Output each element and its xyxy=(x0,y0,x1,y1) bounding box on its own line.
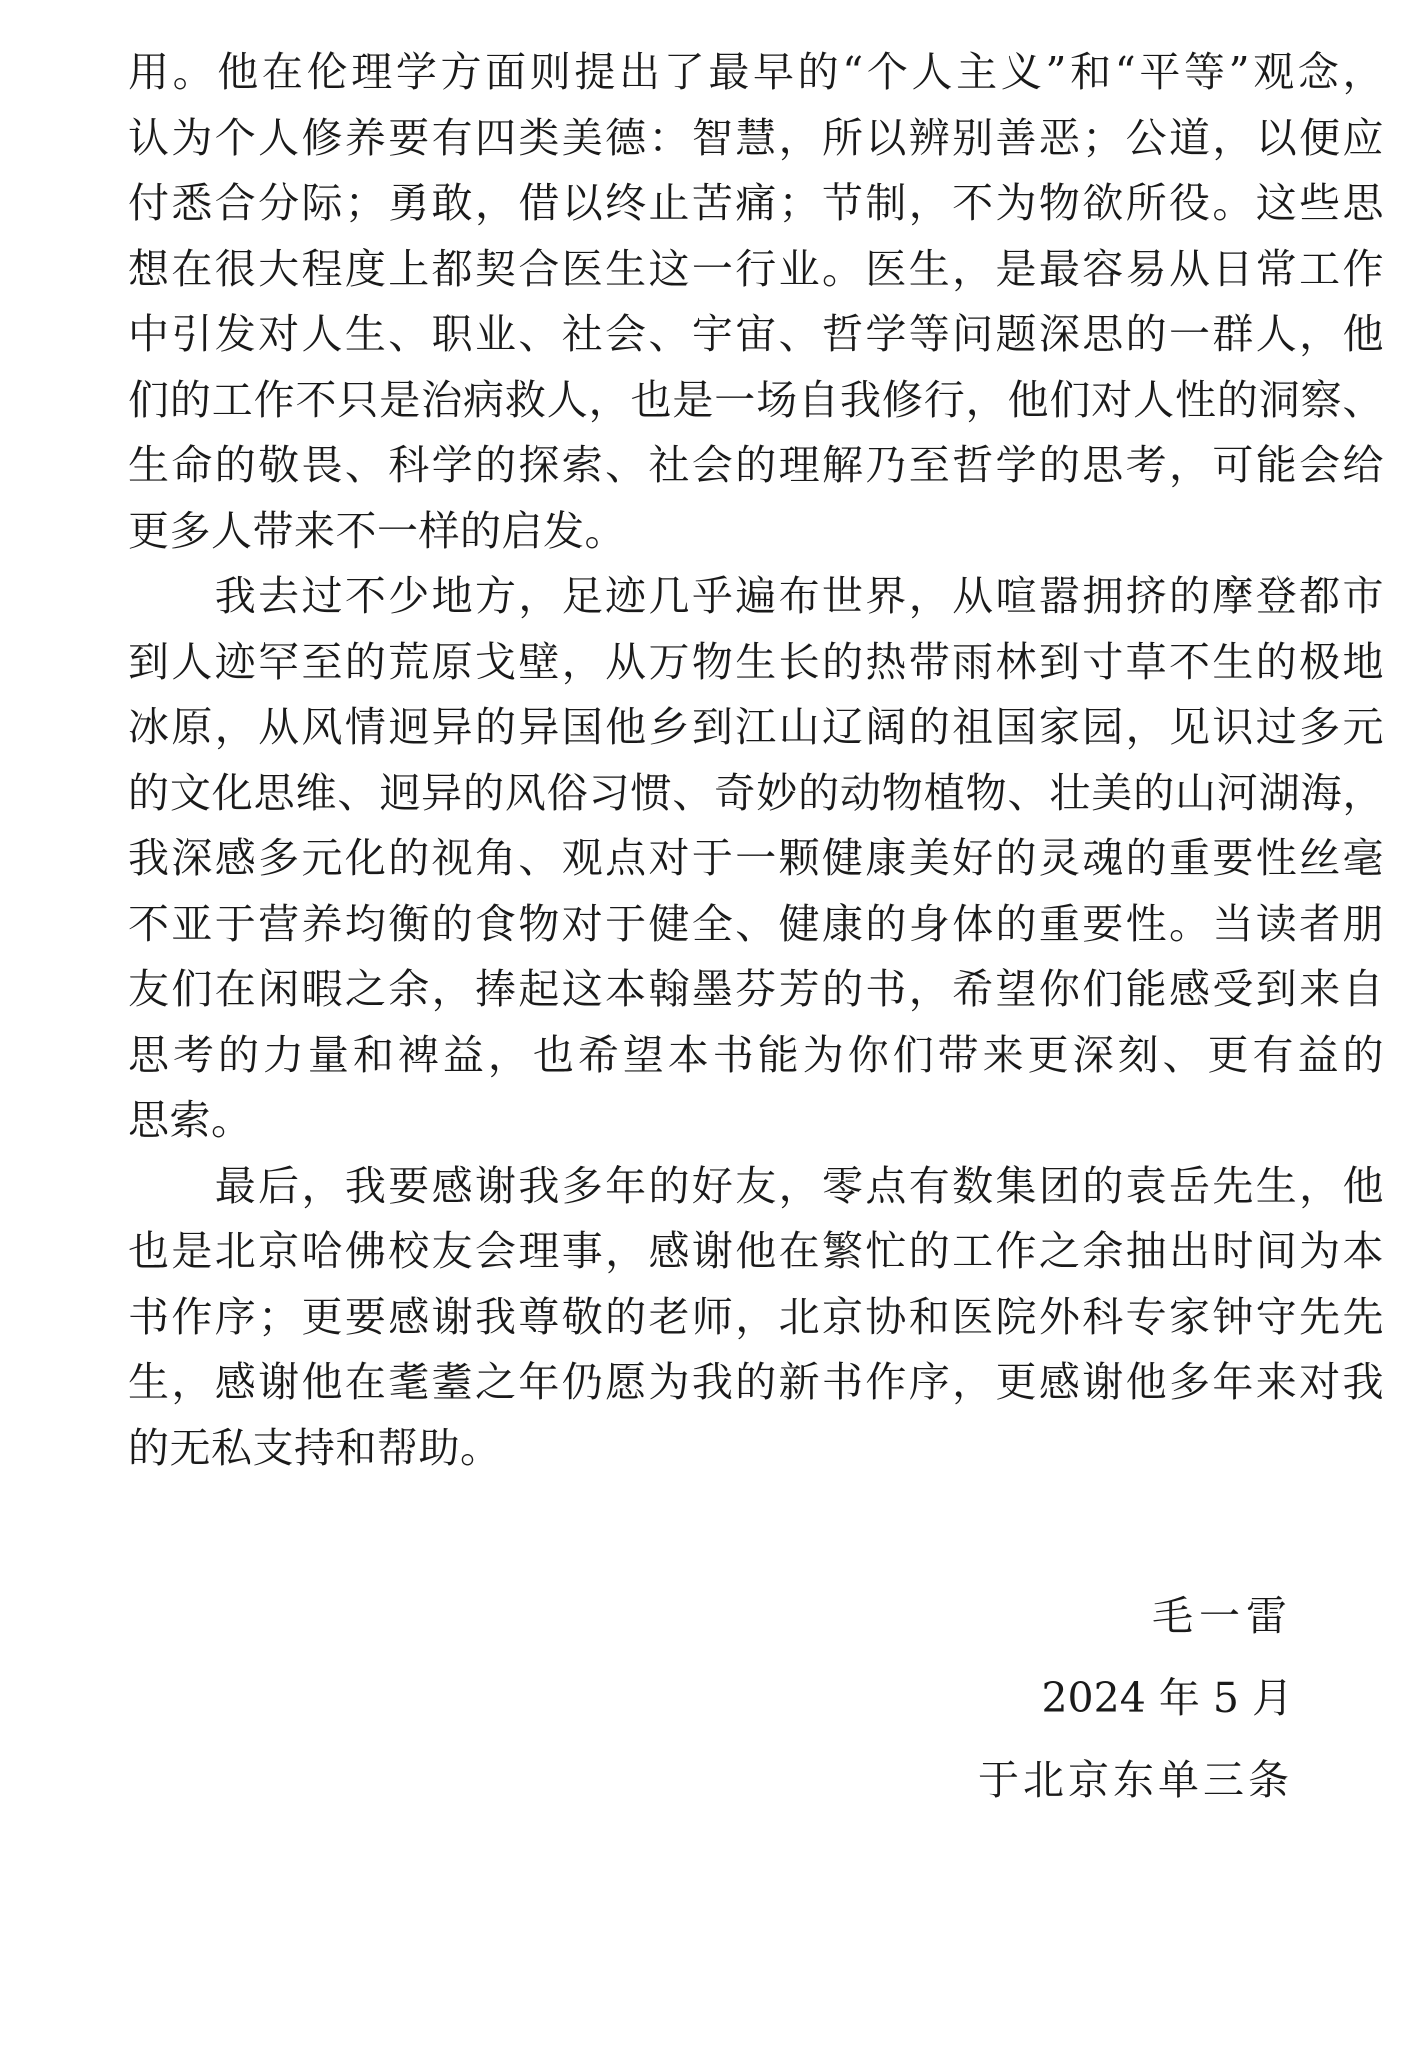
text-line: 到人迹罕至的荒原戈壁，从万物生长的热带雨林到寸草不生的极地 xyxy=(128,637,1384,686)
text-line: 思索。 xyxy=(128,1096,253,1144)
text-line: 认为个人修养要有四类美德：智慧，所以辨别善恶；公道，以便应 xyxy=(128,113,1384,162)
text-line: 们的工作不只是治病救人，也是一场自我修行，他们对人性的洞察、 xyxy=(128,375,1384,424)
paragraph-1 xyxy=(128,40,1384,564)
text-line: 思考的力量和裨益，也希望本书能为你们带来更深刻、更有益的 xyxy=(128,1030,1384,1079)
author-name: 毛一雷 xyxy=(1152,1592,1293,1640)
text-line: 的文化思维、迥异的风俗习惯、奇妙的动物植物、壮美的山河湖海， xyxy=(128,768,1384,817)
text-line: 生，感谢他在耄耋之年仍愿为我的新书作序，更感谢他多年来对我 xyxy=(128,1358,1384,1406)
paragraph-2 xyxy=(128,564,1384,1154)
text-line: 更多人带来不一样的启发。 xyxy=(128,506,626,555)
text-line: 生命的敬畏、科学的探索、社会的理解乃至哲学的思考，可能会给 xyxy=(128,441,1384,489)
text-line: 付悉合分际；勇敢，借以终止苦痛；节制，不为物欲所役。这些思 xyxy=(128,179,1384,227)
signature-date: 2024 年 5 月 xyxy=(1041,1674,1293,1722)
signature-block xyxy=(978,1575,1293,1821)
text-line: 友们在闲暇之余，捧起这本翰墨芬芳的书，希望你们能感受到来自 xyxy=(128,965,1384,1013)
text-line: 我去过不少地方，足迹几乎遍布世界，从喧嚣拥挤的摩登都市 xyxy=(128,572,1384,620)
text-line: 想在很大程度上都契合医生这一行业。医生，是最容易从日常工作 xyxy=(128,244,1384,293)
signature-place: 于北京东单三条 xyxy=(978,1756,1293,1804)
text-line: 最后，我要感谢我多年的好友，零点有数集团的袁岳先生，他 xyxy=(128,1161,1384,1210)
text-line: 书作序；更要感谢我尊敬的老师，北京协和医院外科专家钟守先先 xyxy=(128,1292,1384,1341)
text-line: 我深感多元化的视角、观点对于一颗健康美好的灵魂的重要性丝毫 xyxy=(128,834,1384,882)
text-line: 也是北京哈佛校友会理事，感谢他在繁忙的工作之余抽出时间为本 xyxy=(128,1227,1384,1275)
text-line: 不亚于营养均衡的食物对于健全、健康的身体的重要性。当读者朋 xyxy=(128,899,1384,948)
text-line: 用。他在伦理学方面则提出了最早的“个人主义”和“平等”观念， xyxy=(128,48,1384,96)
text-line: 的无私支持和帮助。 xyxy=(128,1423,502,1472)
text-line: 中引发对人生、职业、社会、宇宙、哲学等问题深思的一群人，他 xyxy=(128,310,1384,358)
body-text xyxy=(128,40,1384,1481)
text-line: 冰原，从风情迥异的异国他乡到江山辽阔的祖国家园，见识过多元 xyxy=(128,703,1384,751)
paragraph-3 xyxy=(128,1154,1384,1482)
